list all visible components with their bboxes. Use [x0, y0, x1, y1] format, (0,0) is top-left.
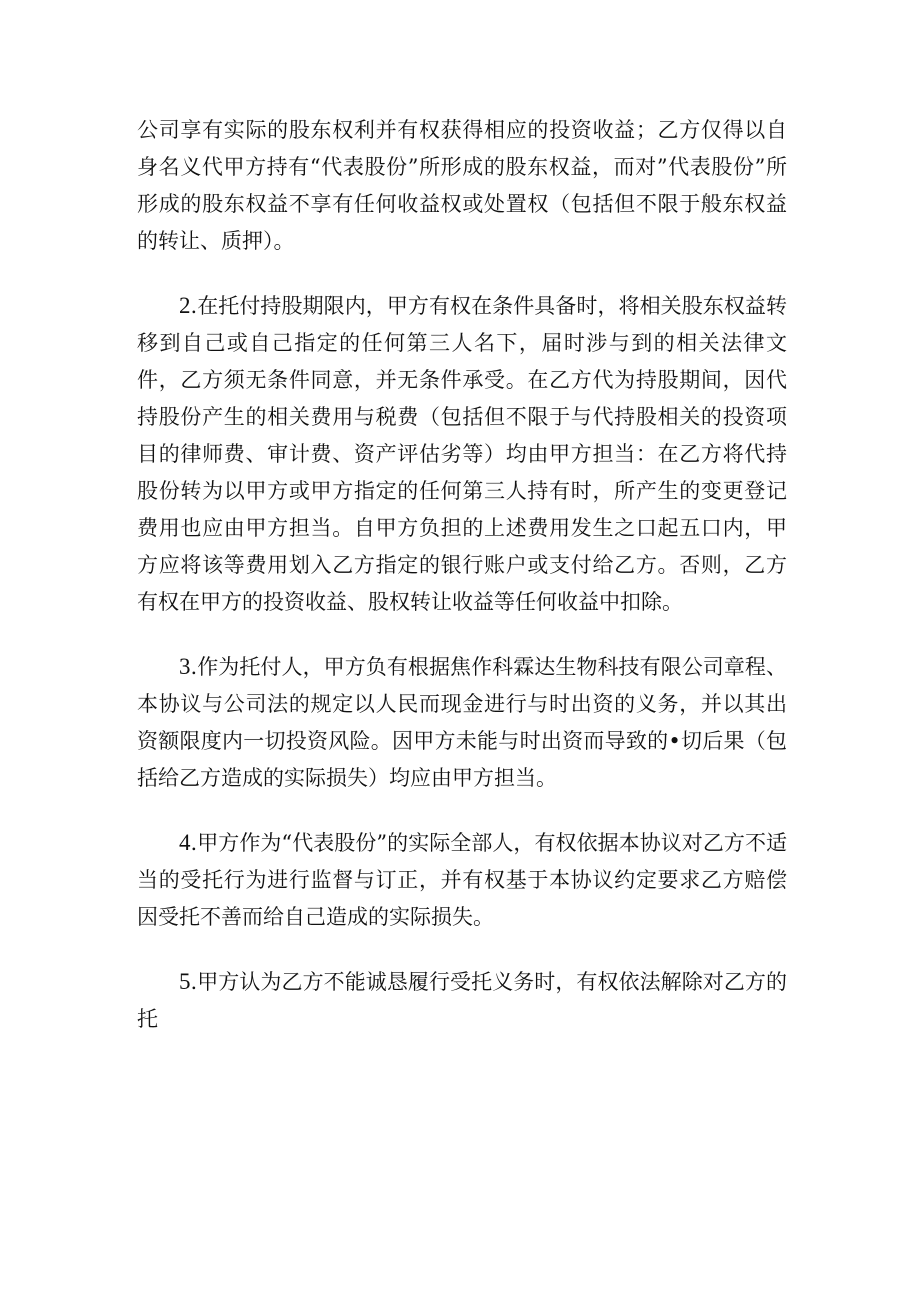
clause-number: 4 [179, 830, 191, 855]
clause-2 [137, 287, 787, 621]
clause-number: 5 [179, 969, 191, 994]
clause-5 [137, 963, 787, 1038]
clause-number: 2 [179, 293, 191, 318]
paragraph-text: 公司享有实际的股东权利并有权获得相应的投资收益；乙方仅得以自身名义代甲方持有“代表股份”所形成的股东权益，而对”代表股份”所形成的股东权益不享有任何收益权或处置权（包括但不限于般东权益的转让、质押）。 [137, 118, 787, 253]
document-body [137, 112, 787, 1038]
clause-text: .作为托付人，甲方负有根据焦作科霖达生物科技有限公司章程、本协议与公司法的规定以人民而现金进行与时出资的义务，并以其出资额限度内一切投资风险。因甲方未能与时出资而导致的•切后果（包括给乙方造成的实际损失）均应由甲方担当。 [137, 655, 787, 790]
clause-number: 3 [179, 654, 191, 679]
clause-text: .甲方认为乙方不能诚恳履行受托义务时，有权依法解除对乙方的托 [137, 970, 787, 1031]
clause-text: .在托付持股期限内，甲方有权在条件具备时，将相关股东权益转移到自己或自己指定的任何第三人名下，届时涉与到的相关法律文件，乙方须无条件同意，并无条件承受。在乙方代为持股期间，因代持股份产生的相关费用与税费（包括但不限于与代持股相关的投资项目的律师费、审计费、资产评估劣等）均由甲方担当：在乙方将代持股份转为以甲方或甲方指定的任何第三人持有时，所产生的变更登记费用也应由甲方担当。自甲方负担的上述费用发生之口起五口内，甲方应将该等费用划入乙方指定的银行账户或支付给乙方。否则，乙方有权在甲方的投资收益、股权转让收益等任何收益中扣除。 [137, 294, 787, 614]
clause-4 [137, 824, 787, 936]
clause-text: .甲方作为“代表股份”的实际全部人，有权依据本协议对乙方不适当的受托行为进行监督与订正，并有权基于本协议约定要求乙方赔偿因受托不善而给自己造成的实际损失。 [137, 831, 787, 929]
paragraph-continuation [137, 112, 787, 260]
clause-3 [137, 648, 787, 797]
